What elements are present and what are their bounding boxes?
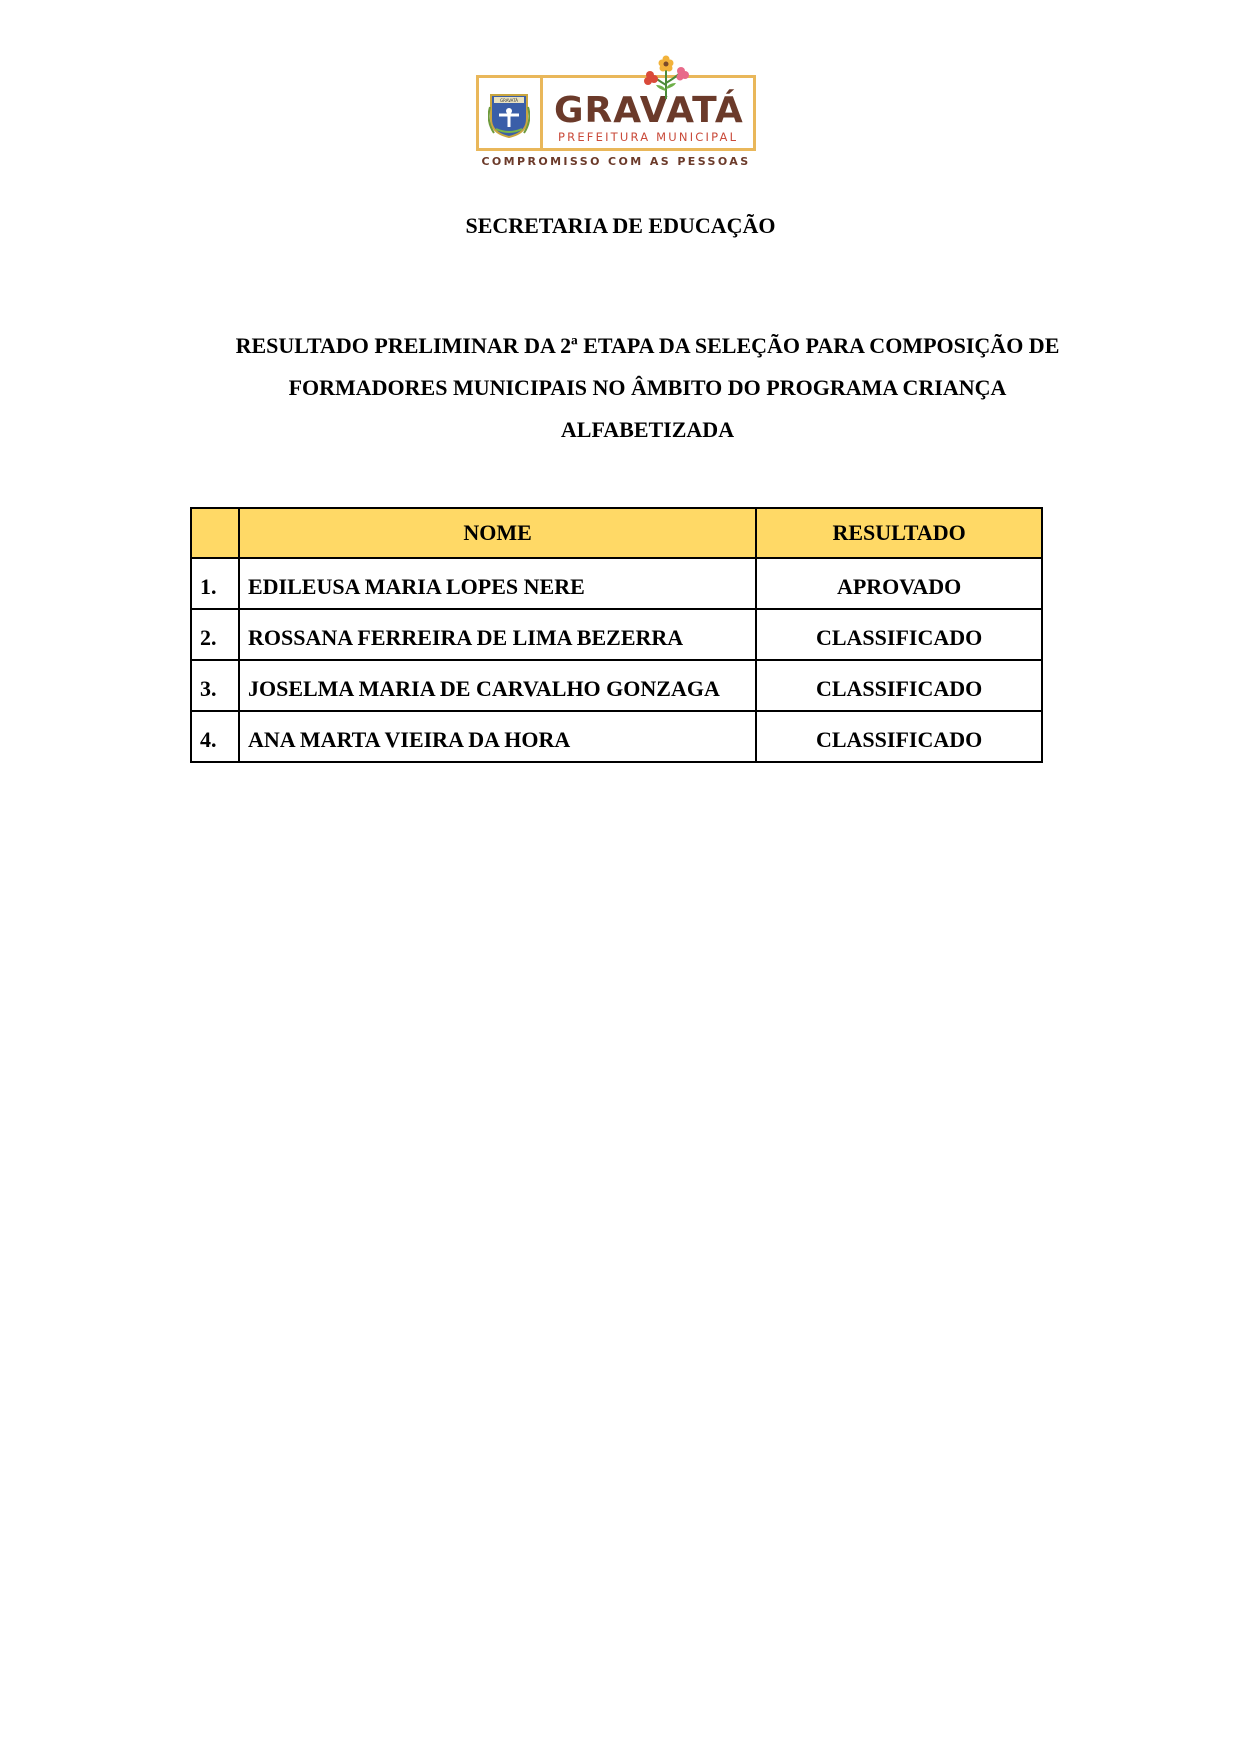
candidate-result: CLASSIFICADO (756, 711, 1042, 762)
table-header-row (191, 508, 1042, 558)
crest-text: GRAVATÁ (500, 98, 518, 103)
flowers-icon (636, 55, 696, 99)
table-row (191, 711, 1042, 762)
row-number: 2. (191, 609, 239, 660)
candidate-name: ANA MARTA VIEIRA DA HORA (239, 711, 756, 762)
title-line-3: ALFABETIZADA (560, 417, 735, 442)
document-title (180, 325, 1115, 451)
title-line-1: RESULTADO PRELIMINAR DA 2ª ETAPA DA SELEÇÃO PARA COMPOSIÇÃO DE (235, 333, 1060, 358)
column-header-name: NOME (239, 508, 756, 558)
candidate-name: EDILEUSA MARIA LOPES NERE (239, 558, 756, 609)
table-row (191, 660, 1042, 711)
column-header-number (191, 508, 239, 558)
logo-divider (540, 75, 543, 151)
department-heading: SECRETARIA DE EDUCAÇÃO (465, 213, 776, 238)
row-number: 3. (191, 660, 239, 711)
column-header-result: RESULTADO (756, 508, 1042, 558)
logo-name: GRAVATÁ (554, 90, 744, 131)
table-row (191, 609, 1042, 660)
logo-slogan: COMPROMISSO COM AS PESSOAS (481, 155, 751, 168)
logo-subtitle: PREFEITURA MUNICIPAL (558, 130, 739, 144)
candidate-result: APROVADO (756, 558, 1042, 609)
results-table (190, 507, 1043, 763)
prefeitura-logo (476, 55, 766, 175)
candidate-result: CLASSIFICADO (756, 660, 1042, 711)
candidate-name: ROSSANA FERREIRA DE LIMA BEZERRA (239, 609, 756, 660)
row-number: 1. (191, 558, 239, 609)
candidate-name: JOSELMA MARIA DE CARVALHO GONZAGA (239, 660, 756, 711)
city-crest-icon (488, 89, 530, 139)
title-line-2: FORMADORES MUNICIPAIS NO ÂMBITO DO PROGRAMA CRIANÇA (288, 375, 1007, 400)
row-number: 4. (191, 711, 239, 762)
table-row (191, 558, 1042, 609)
candidate-result: CLASSIFICADO (756, 609, 1042, 660)
